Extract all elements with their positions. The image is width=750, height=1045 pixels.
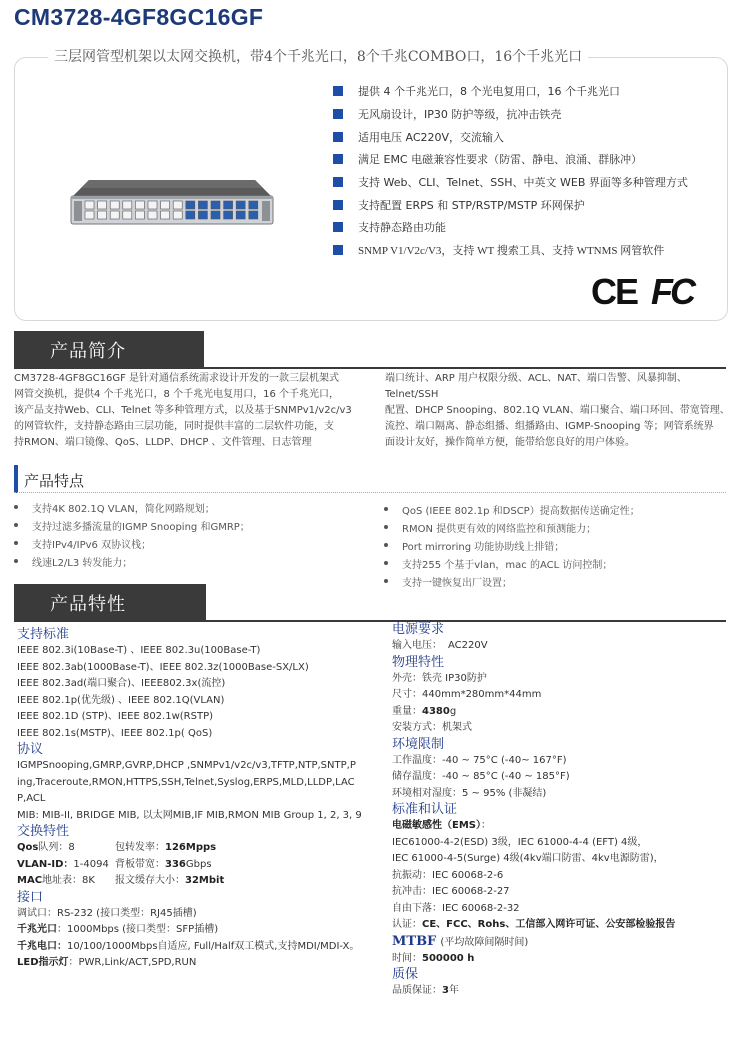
buffer-value: 32Mbit — [185, 875, 225, 886]
mtbf-line — [392, 951, 732, 968]
feature-text: QoS (IEEE 802.1p 和DSCP）提高数据传送确定性； — [402, 505, 640, 517]
highlight-text: 支持静态路由功能 — [358, 221, 446, 235]
led-value: ：PWR,Link/ACT,SPD,RUN — [68, 957, 197, 968]
dot-bullet-icon — [384, 507, 388, 511]
size-label: 尺寸： — [392, 689, 422, 700]
cert-approvals — [392, 917, 732, 934]
dot-bullet-icon — [14, 559, 18, 563]
square-bullet-icon — [333, 245, 343, 255]
warranty-label: 品质保证： — [392, 985, 442, 996]
power-label: 输入电压： — [392, 640, 442, 651]
standard-line: IEEE 802.1p(优先级) 、IEEE 802.1Q(VLAN) — [17, 694, 225, 706]
port-icon — [173, 201, 182, 209]
interface-fiber — [17, 922, 377, 939]
highlight-item — [333, 171, 733, 194]
shock-value: IEC 60068-2-27 — [432, 886, 510, 897]
st-temp-label: 储存温度： — [392, 771, 442, 782]
copper-value: 10/100/1000Mbps自适应, Full/Half双工模式,支持MDI/MDI-X。 — [67, 940, 360, 952]
mac-value: 地址表：8K — [42, 875, 95, 886]
port-icon — [123, 201, 132, 209]
port-icon — [110, 211, 119, 219]
feature-text: 支持255 个基于vlan，mac 的ACL 访问控制； — [402, 559, 613, 571]
power-title: 电源要求 — [392, 622, 445, 637]
mtbf-note: (平均故障间隔时间) — [440, 936, 529, 948]
specs-header-text: 产品特性 — [50, 594, 126, 615]
warranty-title: 质保 — [392, 967, 419, 982]
mtbf-title: MTBF — [392, 933, 437, 949]
console-label: 调试口： — [17, 907, 57, 919]
standard-line: IEEE 802.3ad(端口聚合)、IEEE802.3x(流控) — [17, 678, 226, 689]
square-bullet-icon — [333, 200, 343, 210]
intro-line: CM3728-4GF8GC16GF 是针对通信系统需求设计开发的一款三层机架式 — [14, 373, 340, 384]
highlight-text: 支持配置 ERPS 和 STP/RSTP/MSTP 环网保护 — [358, 198, 585, 212]
specs-right-column — [392, 622, 732, 1000]
specs-left-column — [17, 627, 377, 972]
port-icon — [249, 201, 258, 209]
dot-bullet-icon — [14, 505, 18, 509]
dot-bullet-icon — [14, 541, 18, 545]
protocol-line: IGMPSnooping,GMRP,GVRP,DHCP ,SNMPv1/v2c/v3,TFTP,NTP,SNTP,P — [17, 760, 356, 771]
port-icon — [224, 201, 233, 209]
qos-label: Qos — [17, 842, 39, 853]
intro-line: 持RMON、端口镜像、QoS、LLDP、DHCP 、文件管理、日志管理 — [14, 437, 312, 448]
case-value: 铁壳 IP30防护 — [422, 672, 487, 684]
feature-item — [14, 498, 250, 516]
humidity-label: 环境相对湿度： — [392, 787, 462, 799]
feature-text: Port mirroring 功能协助线上排错； — [402, 541, 565, 553]
intro-line: 面设计友好，操作简单方便，能带给您良好的用户体验。 — [385, 437, 635, 448]
env-storage — [392, 769, 732, 786]
qos-value: 队列：8 — [38, 842, 75, 853]
switching-line-vlan — [17, 857, 377, 874]
mtbf-label: 时间： — [392, 952, 422, 964]
physical-mount — [392, 720, 732, 737]
weight-unit: g — [449, 705, 457, 717]
port-icon — [211, 211, 220, 219]
intro-right-text — [385, 371, 730, 451]
highlight-text: 提供 4 个千兆光口，8 个光电复用口，16 个千兆光口 — [358, 85, 620, 99]
port-icon — [198, 201, 207, 209]
protocols-title: 协议 — [17, 742, 44, 757]
port-icon — [135, 201, 144, 209]
highlight-text: 适用电压 AC220V，交流输入 — [358, 130, 505, 144]
physical-title: 物理特性 — [392, 654, 445, 670]
mtbf-value: 500000 h — [422, 952, 475, 964]
interface-copper — [17, 939, 377, 956]
square-bullet-icon — [333, 86, 343, 96]
feature-item — [14, 516, 250, 534]
port-icon — [123, 211, 132, 219]
square-bullet-icon — [333, 177, 343, 187]
intro-line: 端口统计、ARP 用户权限分级、ACL、NAT、端口告警、风暴抑制、Telnet/SSH — [385, 373, 687, 400]
intro-line: 该产品支持Web、CLI、Telnet 等多种管理方式，以及基于SNMPv1/v2c/v3 — [14, 405, 352, 416]
power-value: AC220V — [448, 640, 488, 651]
square-bullet-icon — [333, 109, 343, 119]
standard-line: IEEE 802.1D (STP)、IEEE 802.1w(RSTP) — [17, 711, 214, 722]
interface-led — [17, 955, 377, 972]
mount-label: 安装方式： — [392, 722, 442, 733]
fc-logo: FC — [651, 272, 693, 308]
ems-label: 电磁敏感性（EMS） — [392, 820, 481, 831]
op-temp-label: 工作温度： — [392, 754, 442, 766]
highlight-text: 支持 Web、CLI、Telnet、SSH、中英文 WEB 界面等多种管理方式 — [358, 176, 688, 190]
approvals-value: CE、FCC、Rohs、工信部入网许可证、公安部检验报告 — [422, 919, 676, 930]
feature-item — [384, 500, 640, 518]
feature-item — [384, 554, 640, 572]
fiber-label: 千兆光口 — [17, 924, 57, 935]
features-accent — [14, 465, 18, 493]
feature-text: 支持4K 802.1Q VLAN，简化网路规划； — [32, 503, 215, 515]
highlight-text: 满足 EMC 电磁兼容性要求（防雷、静电、浪涌、群脉冲） — [358, 153, 643, 167]
freefall-value: IEC 60068-2-32 — [442, 902, 520, 914]
features-right-list — [384, 500, 640, 590]
case-label: 外壳： — [392, 672, 422, 684]
ems-colon: ： — [480, 820, 491, 831]
port-icon — [224, 211, 233, 219]
feature-text: RMON 提供更有效的网络监控和预测能力； — [402, 523, 597, 535]
backplane-label: 背板带宽： — [115, 858, 165, 870]
highlight-list — [333, 80, 733, 262]
certification-title: 标准和认证 — [392, 802, 458, 817]
cert-freefall — [392, 901, 732, 918]
env-operating — [392, 753, 732, 770]
port-icon — [186, 211, 195, 219]
cert-ems — [392, 818, 732, 835]
console-value: RS-232 (接口类型：RJ45插槽) — [57, 907, 197, 919]
freefall-label: 自由下落： — [392, 902, 442, 914]
features-left-list — [14, 498, 250, 570]
intro-header-text: 产品简介 — [50, 341, 126, 362]
protocol-line: ing,Traceroute,RMON,HTTPS,SSH,Telnet,Syslog,ERPS,MLD,LLDP,LAC — [17, 776, 355, 788]
highlight-item — [333, 148, 733, 171]
port-icon — [98, 211, 107, 219]
standard-line: IEEE 802.1s(MSTP)、IEEE 802.1p( QoS) — [17, 727, 213, 739]
intro-header-rule — [14, 367, 726, 369]
interface-title: 接口 — [17, 889, 44, 905]
env-humidity — [392, 786, 732, 803]
vlan-value: 1-4094 — [73, 858, 109, 870]
mount-value: 机架式 — [442, 722, 472, 733]
st-temp-value: -40 ~ 85°C (-40 ~ 185°F) — [442, 771, 570, 782]
intro-line: 配置、DHCP Snooping、802.1Q VLAN、端口聚合、端口环回、带宽管理、 — [385, 405, 730, 416]
approvals-label: 认证： — [392, 919, 422, 930]
intro-header — [14, 331, 204, 369]
highlight-item — [333, 239, 733, 262]
cert-surge: IEC 61000-4-5(Surge) 4级(4kv端口防雷、4kv电源防雷)， — [392, 853, 664, 864]
port-icon — [198, 211, 207, 219]
physical-size — [392, 687, 732, 704]
port-icon — [173, 211, 182, 219]
port-icon — [135, 211, 144, 219]
product-subtitle: 三层网管型机架以太网交换机，带4个千兆光口，8个千兆COMBO口，16个千兆光口 — [48, 46, 588, 66]
switching-title: 交换特性 — [17, 824, 70, 839]
cert-shock — [392, 884, 732, 901]
port-icon — [249, 211, 258, 219]
intro-line: 流控、端口隔离、静态组播、组播路由、IGMP-Snooping 等；网管系统界 — [385, 421, 714, 432]
port-icon — [211, 201, 220, 209]
dot-bullet-icon — [384, 543, 388, 547]
switching-line-qos — [17, 840, 377, 857]
dot-bullet-icon — [384, 561, 388, 565]
intro-line: 的网管软件，支持静态路由三层功能，同时提供丰富的二层软件功能，支 — [14, 421, 334, 432]
switch-device-image — [67, 176, 277, 230]
fiber-value: ：1000Mbps (接口类型：SFP插槽) — [57, 924, 219, 935]
features-header: 产品特点 — [24, 472, 85, 490]
switching-line-mac — [17, 873, 377, 890]
feature-text: 支持IPv4/IPv6 双协议栈； — [32, 539, 152, 551]
port-icon — [98, 201, 107, 209]
copper-label: 千兆电口： — [17, 940, 67, 952]
warranty-unit: 年 — [448, 985, 459, 996]
cert-logos — [589, 272, 709, 308]
led-label: LED指示灯 — [17, 957, 69, 968]
highlight-text: 无风扇设计，IP30 防护等级，抗冲击铁壳 — [358, 108, 562, 122]
humidity-value: 5 ~ 95% (非凝结) — [462, 787, 547, 799]
vlan-label: VLAN-ID： — [17, 858, 74, 870]
highlight-item — [333, 216, 733, 239]
vibration-label: 抗振动： — [392, 869, 432, 881]
warranty-value: 3 — [442, 985, 449, 996]
forwarding-label: 包转发率： — [115, 842, 165, 853]
weight-value: 4380 — [422, 705, 450, 717]
op-temp-value: -40 ~ 75°C (-40~ 167°F) — [442, 754, 567, 766]
backplane-unit: Gbps — [185, 858, 212, 870]
port-icon — [236, 201, 245, 209]
highlight-text: SNMP V1/V2c/V3，支持 WT 搜索工具、支持 WTNMS 网管软件 — [358, 245, 665, 258]
intro-left-text — [14, 371, 369, 451]
protocol-line: P,ACL — [17, 793, 46, 804]
standard-line: IEEE 802.3i(10Base-T) 、IEEE 802.3u(100Base-T) — [17, 645, 261, 656]
environment-title: 环境限制 — [392, 736, 445, 752]
shock-label: 抗冲击： — [392, 886, 432, 897]
dot-bullet-icon — [384, 525, 388, 529]
forwarding-value: 126Mpps — [165, 842, 217, 853]
physical-weight — [392, 704, 732, 721]
port-icon — [85, 201, 94, 209]
product-title: CM3728-4GF8GC16GF — [14, 4, 264, 30]
standard-line: IEEE 802.3ab(1000Base-T)、IEEE 802.3z(1000Base-SX/LX) — [17, 661, 309, 673]
feature-item — [384, 536, 640, 554]
features-divider — [14, 492, 726, 493]
backplane-value: 336 — [165, 858, 186, 870]
physical-case — [392, 671, 732, 688]
feature-text: 支持一键恢复出厂设置； — [402, 577, 512, 589]
buffer-label: 报文缓存大小： — [115, 875, 185, 886]
port-icon — [148, 201, 157, 209]
size-value: 440mm*280mm*44mm — [422, 689, 542, 700]
interface-console — [17, 906, 377, 923]
square-bullet-icon — [333, 222, 343, 232]
highlight-item — [333, 103, 733, 126]
feature-item — [384, 572, 640, 590]
feature-item — [384, 518, 640, 536]
square-bullet-icon — [333, 154, 343, 164]
dot-bullet-icon — [384, 579, 388, 583]
protocol-line: MIB: MIB-II, BRIDGE MIB, 以太网MIB,IF MIB,RMON MIB Group 1, 2, 3, 9 — [17, 809, 362, 821]
dot-bullet-icon — [14, 523, 18, 527]
cert-vibration — [392, 868, 732, 885]
port-icon — [85, 211, 94, 219]
cert-esd: IEC61000-4-2(ESD) 3级，IEC 61000-4-4 (EFT) 4级， — [392, 836, 648, 848]
feature-item — [14, 534, 250, 552]
port-icon — [161, 201, 170, 209]
ce-logo: CE — [591, 272, 638, 308]
port-icon — [236, 211, 245, 219]
port-icon — [186, 201, 195, 209]
feature-text: 线速L2/L3 转发能力； — [32, 557, 133, 569]
warranty-line — [392, 983, 732, 1000]
standards-title: 支持标准 — [17, 627, 70, 642]
feature-item — [14, 552, 250, 570]
port-icon — [148, 211, 157, 219]
feature-text: 支持过滤多播流量的IGMP Snooping 和GMRP； — [32, 521, 250, 533]
port-icon — [161, 211, 170, 219]
power-line — [392, 638, 732, 655]
mac-label: MAC — [17, 875, 43, 886]
specs-header — [14, 584, 206, 622]
square-bullet-icon — [333, 132, 343, 142]
highlight-item — [333, 125, 733, 148]
highlight-item — [333, 80, 733, 103]
mtbf-title-line — [392, 934, 732, 951]
port-icon — [110, 201, 119, 209]
intro-line: 网管交换机，提供4 个千兆光口，8 个千兆光电复用口，16 个千兆光口， — [14, 389, 339, 400]
vibration-value: IEC 60068-2-6 — [432, 869, 504, 881]
weight-label: 重量： — [392, 705, 422, 717]
highlight-item — [333, 193, 733, 216]
